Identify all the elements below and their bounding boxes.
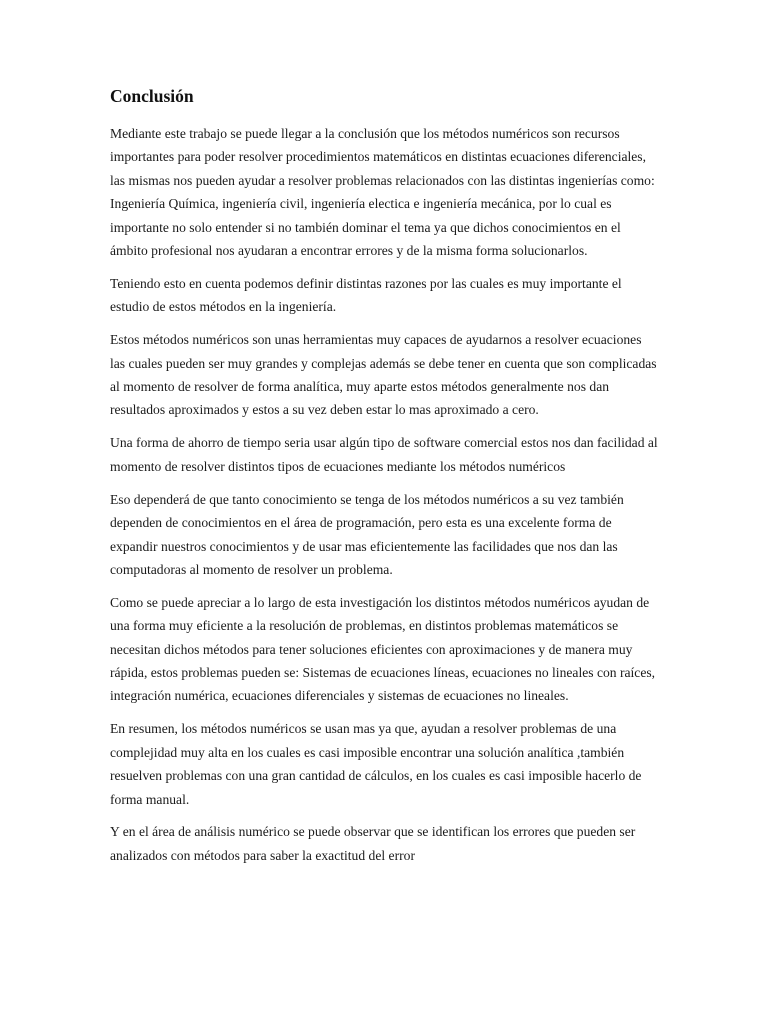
paragraph-2: Teniendo esto en cuenta podemos definir distintas razones por las cuales es muy importante el estudio de estos métodos en la ingeniería.: [110, 275, 622, 315]
paragraph-8: Y en el área de análisis numérico se puede observar que se identifican los errores que pueden ser analizados con métodos para saber la exactitud del error: [110, 824, 636, 863]
document-body: [110, 84, 658, 877]
paragraph-1: Mediante este trabajo se puede llegar a la conclusión que los métodos numéricos son recursos importantes para poder resolver procedimientos matemáticos en distintas ecuaciones diferenciales, las mismas nos pueden ayudar a resolver problemas relacionados con las distintas ingenierías como: Ingeniería Química, ingeniería civil, ingeniería electica e ingeniería mecánica, por lo cual es importante no solo entender si no también dominar el tema ya que dichos conocimientos en el ámbito profesional nos ayudaran a encontrar errores y de la misma forma solucionarlos.: [110, 126, 655, 259]
paragraph-7: En resumen, los métodos numéricos se usan mas ya que, ayudan a resolver problemas de una complejidad muy alta en los cuales es casi imposible encontrar una solución analítica ,también resuelven problemas con una gran cantidad de cálculos, en los cuales es casi imposible hacerlo de forma manual.: [110, 721, 642, 807]
page-title: Conclusión: [110, 86, 194, 106]
paragraph-5: Eso dependerá de que tanto conocimiento se tenga de los métodos numéricos a su vez también dependen de conocimientos en el área de programación, pero esta es una excelente forma de expandir nuestros conocimientos y de usar mas eficientemente las facilidades que nos dan las computadoras al momento de resolver un problema.: [110, 491, 624, 577]
paragraph-4: Una forma de ahorro de tiempo seria usar algún tipo de software comercial estos nos dan facilidad al momento de resolver distintos tipos de ecuaciones mediante los métodos numéricos: [110, 435, 658, 474]
paragraph-3: Estos métodos numéricos son unas herramientas muy capaces de ayudarnos a resolver ecuaciones las cuales pueden ser muy grandes y complejas además se debe tener en cuenta que son complicadas al momento de resolver de forma analítica, muy aparte estos métodos generalmente nos dan resultados aproximados y estos a su vez deben estar lo mas aproximado a cero.: [110, 332, 657, 418]
paragraph-6: Como se puede apreciar a lo largo de esta investigación los distintos métodos numéricos ayudan de una forma muy eficiente a la resolución de problemas, en distintos problemas matemáticos se necesitan dichos métodos para tener soluciones eficientes con aproximaciones y de manera muy rápida, estos problemas pueden se: Sistemas de ecuaciones líneas, ecuaciones no lineales con raíces, integración numérica, ecuaciones diferenciales y sistemas de ecuaciones no lineales.: [110, 594, 656, 704]
